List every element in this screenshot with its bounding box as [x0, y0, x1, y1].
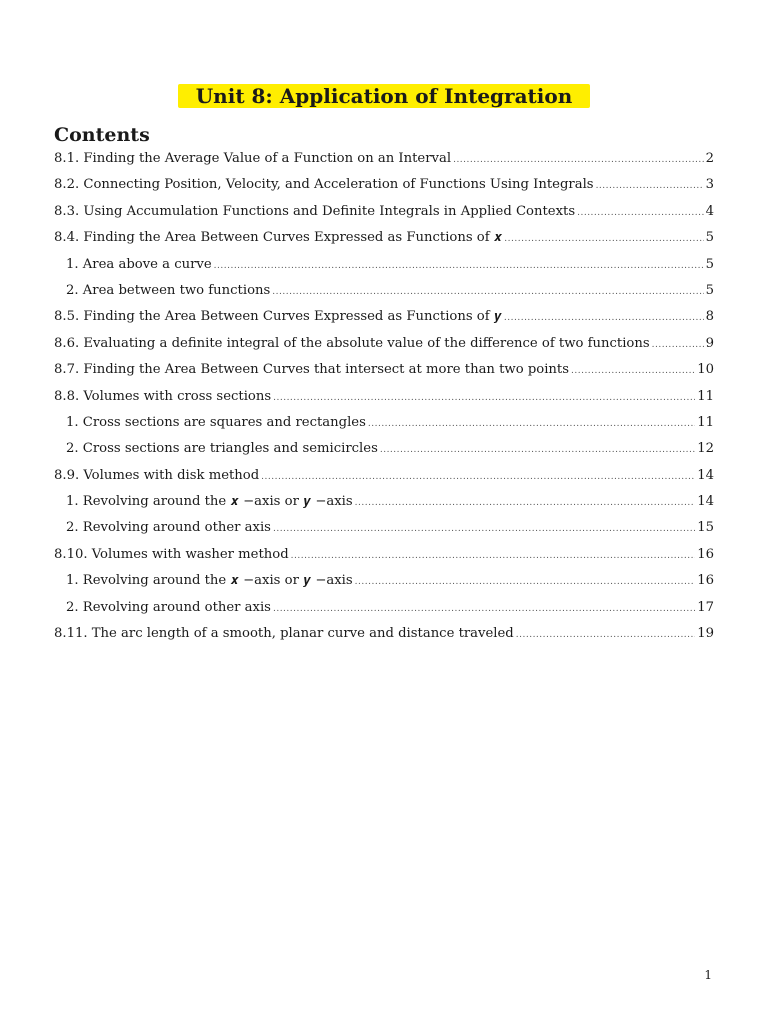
toc-entry-label: 8.5. Finding the Area Between Curves Expressed as Functions of 𝒚 [54, 309, 502, 325]
toc-entry-label: 1. Revolving around the 𝒙 −axis or 𝒚 −axis [66, 573, 353, 589]
toc-page-number: 2 [705, 151, 714, 166]
toc-subentry[interactable] [54, 410, 714, 436]
toc-entry-label: 8.4. Finding the Area Between Curves Expressed as Functions of 𝒙 [54, 230, 503, 246]
toc-entry-label: 8.6. Evaluating a definite integral of the absolute value of the difference of two functions [54, 335, 650, 351]
toc-page-number: 11 [697, 414, 714, 430]
toc-entry[interactable] [54, 384, 714, 410]
toc-leader-dots [273, 385, 695, 411]
toc-page-number: 14 [697, 494, 714, 510]
toc-leader-dots [504, 226, 703, 252]
toc-entry-label: 8.2. Connecting Position, Velocity, and Acceleration of Functions Using Integrals [54, 177, 594, 193]
toc-entry-label: 1. Cross sections are squares and rectangles [66, 414, 366, 430]
toc-page-number: 5 [705, 256, 714, 272]
toc-leader-dots [368, 411, 695, 437]
toc-leader-dots [355, 490, 696, 516]
toc-entry[interactable] [54, 199, 714, 225]
toc-page-number: 19 [697, 626, 714, 642]
toc-entry-label: 8.3. Using Accumulation Functions and Definite Integrals in Applied Contexts [54, 203, 576, 219]
toc-page-number: 8 [705, 309, 714, 325]
toc-subentry[interactable] [54, 278, 714, 304]
toc-entry[interactable] [54, 357, 714, 383]
toc-page-number: 10 [697, 362, 714, 378]
toc-entry-label: 8.7. Finding the Area Between Curves that intersect at more than two points [54, 362, 569, 378]
toc-leader-dots [571, 358, 695, 384]
toc-page-number: 5 [705, 230, 714, 246]
toc-page-number: 12 [697, 441, 714, 457]
toc-subentry[interactable] [54, 515, 714, 541]
toc-page-number: 17 [697, 599, 714, 615]
page-number: 1 [704, 968, 712, 982]
toc-subentry[interactable] [54, 568, 714, 594]
toc-page-number: 5 [705, 282, 714, 298]
toc-leader-dots [261, 464, 695, 490]
toc-leader-dots [273, 516, 695, 542]
toc-leader-dots [214, 253, 704, 279]
toc-leader-dots [453, 147, 704, 173]
toc-entry-label: 1. Area above a curve [66, 256, 212, 272]
toc-leader-dots [652, 332, 704, 358]
toc-subentry[interactable] [54, 489, 714, 515]
toc-entry[interactable] [54, 172, 714, 198]
contents-heading: Contents [54, 124, 150, 146]
toc-leader-dots [380, 437, 695, 463]
document-title: Unit 8: Application of Integration [178, 84, 591, 108]
toc-entry-label: 2. Revolving around other axis [66, 599, 271, 615]
toc-entry-label: 8.10. Volumes with washer method [54, 546, 289, 562]
title-container [0, 84, 768, 108]
toc-page-number: 11 [697, 388, 714, 404]
toc-leader-dots [273, 596, 695, 622]
toc-page-number: 4 [705, 203, 714, 219]
toc-subentry[interactable] [54, 595, 714, 621]
toc-leader-dots [577, 200, 704, 226]
toc-leader-dots [272, 279, 703, 305]
toc-page-number: 16 [697, 546, 714, 562]
toc-leader-dots [504, 305, 704, 331]
table-of-contents [54, 146, 714, 647]
toc-entry[interactable] [54, 225, 714, 251]
toc-entry-label: 8.11. The arc length of a smooth, planar curve and distance traveled [54, 626, 514, 642]
toc-page-number: 14 [697, 467, 714, 483]
toc-entry-label: 2. Area between two functions [66, 282, 271, 298]
toc-subentry[interactable] [54, 436, 714, 462]
toc-page-number: 3 [705, 177, 714, 193]
toc-subentry[interactable] [54, 252, 714, 278]
toc-entry[interactable] [54, 304, 714, 330]
toc-entry-label: 1. Revolving around the 𝒙 −axis or 𝒚 −axis [66, 494, 353, 510]
toc-page-number: 16 [697, 573, 714, 589]
toc-entry-label: 8.9. Volumes with disk method [54, 467, 260, 483]
toc-leader-dots [355, 569, 696, 595]
toc-entry[interactable] [54, 146, 714, 172]
toc-leader-dots [516, 622, 695, 648]
toc-leader-dots [596, 173, 704, 199]
toc-entry-label: 2. Cross sections are triangles and semicircles [66, 441, 378, 457]
toc-entry[interactable] [54, 542, 714, 568]
toc-leader-dots [291, 543, 696, 569]
toc-page-number: 9 [705, 335, 714, 351]
toc-entry[interactable] [54, 331, 714, 357]
toc-entry-label: 2. Revolving around other axis [66, 520, 271, 536]
toc-entry-label: 8.8. Volumes with cross sections [54, 388, 272, 404]
toc-entry[interactable] [54, 621, 714, 647]
toc-entry[interactable] [54, 463, 714, 489]
toc-entry-label: 8.1. Finding the Average Value of a Function on an Interval [54, 151, 452, 166]
toc-page-number: 15 [697, 520, 714, 536]
